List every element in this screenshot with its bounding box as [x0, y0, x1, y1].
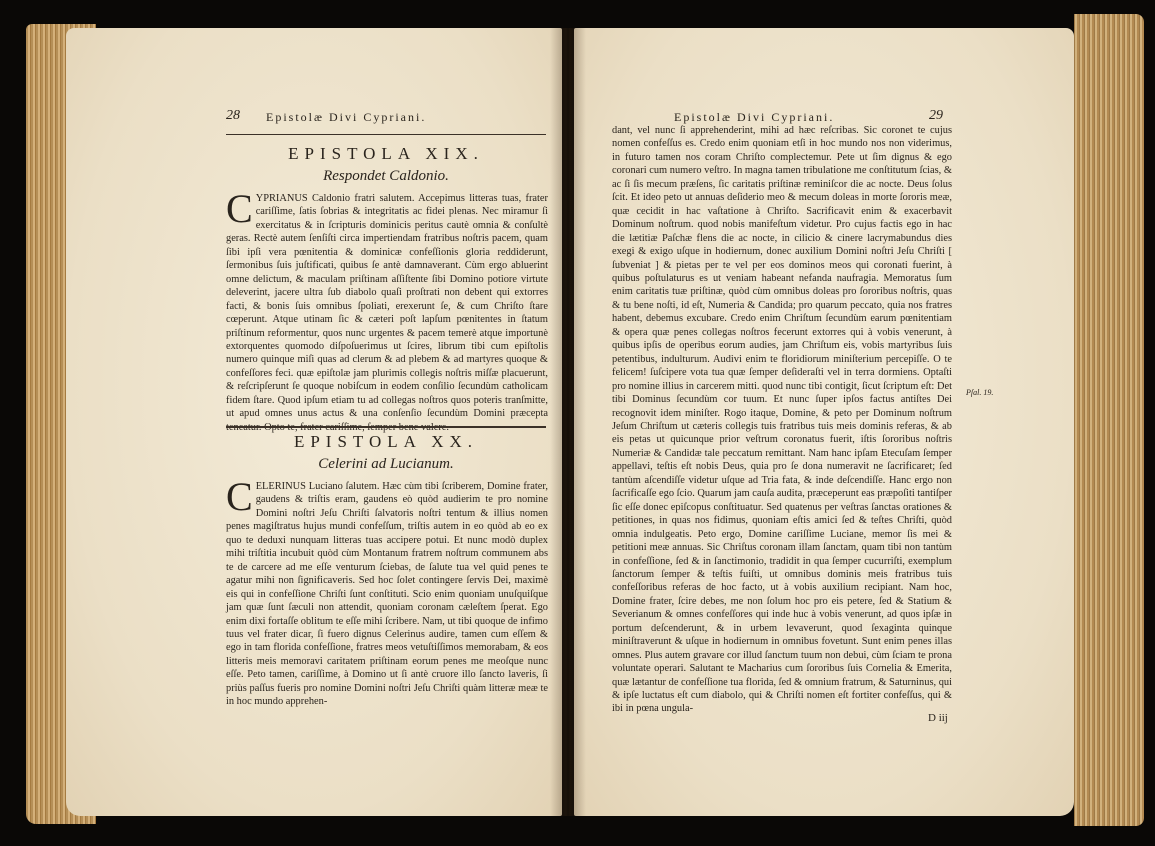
letter-20-body: [226, 474, 548, 732]
section-rule: [226, 426, 546, 428]
right-page-body: [612, 124, 952, 715]
head-rule-left: [226, 134, 546, 135]
letter-20-subtitle: Celerini ad Lucianum.: [318, 456, 454, 472]
letter-19-body: [226, 186, 548, 433]
letter-20-text: ELERINUS Luciano ſalutem. Hæc cùm tibi ſcriberem, Domine frater, gaudens & triſtis eram, gaudens eò quòd audierim te pro nomine Domini noſtri Jeſu Chriſti ſalvatoris noſtri tentum & illius nomen penes magiſtratus hujus mundi confeſſum, triſtis autem in eo quòd ab eo ex quo te deduxi nunquam litteras tuas accipere potui. Et nunc modò duplex mihi triſtitia incubuit quòd cùm Montanum fratrem noſtrum communem abs te de carcere ad me eſſe venturum ſciebas, de ſalute tua vel quid penes te agatur mihi non ſignificaveris. Sed hoc ſolet contingere ſervis Dei, maximè eis qui in confeſſione Chriſti ſunt conſtituti. Scio enim quoniam unuſquiſque jam quæ ſunt ſæculi non attendit, quoniam coronam cæleſtem ſperat. Ego enim dixi fortaſſe oblitum te eſſe mihi ſcribere. Nam, ut tibi quoque de infimo tuus vel frater dicar, ſi fuero dignus Celerinus audire, tamen cum eſſem & ego in tam florida confeſſione, fratres meos vetuſtiſſimos memorabam, & eos litteris meis memoravi caritatem priſtinam eorum penes me meoſque nunc eſſe. Peto tamen, cariſſime, à Domino ut ſi antè cruore illo ſancto laveris, ſi priùs paſſus fueris pro nomine Domini noſtri Jeſu Chriſti quàm litteræ meæ te in hoc mundo apprehen-: [226, 481, 548, 708]
letter-19-title: EPISTOLA XIX.: [288, 144, 484, 163]
letter-19-subtitle: Respondet Caldonio.: [323, 168, 449, 184]
letter-20-title: EPISTOLA XX.: [293, 432, 479, 451]
page-number-left: 28: [226, 108, 240, 123]
letter-19-dropcap: C: [226, 186, 253, 231]
letter-19-text: YPRIANUS Caldonio fratri salutem. Accepimus litteras tuas, frater cariſſime, ſatis ſobrias & integritatis ac fidei plenas. Nec miramur ſi exercitatus & in ſcripturis dominicis peritus cautè omnia & conſultè geras. Rectè autem ſenſiſti circa impertiendam fratribus noſtris pacem, quam ſibi ipſi vera pœnitentia & dominicæ confeſſionis gloria reddiderunt, ſermonibus ſuis juſtificati, quibus ſe antè damnaverant. Cùm ergo abluerint omne delictum, & maculam priſtinam aſſiſtente ſibi Domino potiore virtute deleverint, jacere ultra ſub diabolo quaſi proſtrati non debent qui extorres facti, & bonis ſuis omnibus ſpoliati, erexerunt ſe, & cum Chriſto ſtare cœperunt. Atque utinam ſic & cæteri poſt lapſum pœnitentes in ſtatum priſtinum reformentur, quos nunc urgentes & pacem temerè atque importunè extorquentes quomodo diſpoſuerimus ut ſcires, librum tibi cum epiſtolis numero quinque miſi quas ad clerum & ad plebem & ad martyres quoque & confeſſores feci. quæ epiſtolæ jam plurimis collegis noſtris miſſæ placuerunt, & reſcripſerunt ſe quoque nobiſcum in eodem conſilio ſecundùm catholicam fidem ſtare. Quod ipſum etiam tu ad collegas noſtros quos poteris tranſmitte, ut apud omnes unus actus & una conſenſio ſecundùm Domini præcepta teneatur. Opto te, frater cariſſime, ſemper bene valere.: [226, 193, 548, 433]
left-page: [66, 28, 562, 816]
right-page-edges: [1074, 14, 1144, 826]
right-page: [574, 28, 1074, 816]
running-head-right: Epistolæ Divi Cypriani.: [674, 110, 835, 124]
signature-mark: D iij: [928, 712, 948, 724]
open-book: [12, 6, 1150, 840]
page-number-right: 29: [929, 108, 943, 123]
running-head-left: Epistolæ Divi Cypriani.: [266, 110, 427, 124]
right-page-text: dant, vel nunc ſi apprehenderint, mihi ad hæc reſcribas. Sic coronet te cujus nomen confeſſus es. Credo enim quoniam etſi in hoc mundo nos non viderimus, in futuro tamen nos coram Chriſto complectemur. Pete ut ſim dignus & ego coronari cum numero veſtro. In magna tamen tribulatione me conſtitutum ſcias, & ac ſi ſis mecum præſens, ſic caritatis priſtinæ reminiſcor die ac nocte. Deus ſolus ſcit. Et ideo peto ut annuas deſiderio meo & mecum doleas in morte ſororis meæ, quæ cecidit in hac vaſtatione à Chriſto. Sacrificavit enim & exacerbavit Dominum noſtrum. quod nobis manifeſtum videtur. Pro cujus factis ego in hac die lætitiæ Paſchæ flens die ac nocte, in cilicio & cinere lacrymabundus dies exegi & exigo uſque in hodiernum, donec auxilium Domini noſtri Jeſu Chriſti [ ſubveniat ] & pietas per te vel per eos dominos meos qui coronati fuerint, à quibus poſtulaturus es ut veniam habeant nefanda naufragia. Memoratus ſum enim caritatis tuæ priſtinæ, quòd cùm omnibus doleas pro ſororibus noſtris, quas & tu bene noſti, id eſt, Numeria & Candida; pro quarum peccato, quia nos fratres habent, debemus excubare. Credo enim Chriſtum ſecundùm earum pœnitentiam & opera quæ penes collegas noſtros fecerunt extorres qui à vobis venerunt, à quibus ipſis de operibus eorum audies, jam Chriſtum eis, vobis martyribus ſuis petentibus, indulturum. Audivi enim te floridiorum miniſterium percepiſſe. O te felicem! ſuſcipere vota tua quæ ſemper deſideraſti vel in terra dormiens. Optaſti pro nomine illius in carcerem mitti. quod nunc tibi contigit, ſicut ſcriptum eſt: Det tibi Dominus ſecundùm cor tuum. Et nunc ſuper ipſos factus antiſtes Dei recognovit idem miniſter. Rogo itaque, Domine, & peto per Dominum noſtrum Jeſum Chriſtum ut cæteris collegis tuis fratribus tuis meis dominis referas, & ab eis petas ut quicunque prior veſtrum coronatus fuerit, iſtis ſororibus noſtris Numeriæ & Candidæ tale peccatum remittant. Nam hanc ipſam Etecuſam ſemper appellavi, teſtis eſt nobis Deus, quia pro ſe dona numeravit ne ſacrificaret; ſed tantùm aſcendiſſe videtur uſque ad Tria fata, & inde deſcendiſſe. Hanc ergo non ſacrificaſſe ego ſcio. Quarum jam cauſa audita, præceperunt eas præpoſiti tantiſper ſic eſſe donec epiſcopus conſtituatur. Sed quatenus per veſtras ſanctas orationes & petitiones, in quas nos fidimus, quoniam eſtis amici ſed & teſtes Chriſti, quòd omnia indulgeatis. Peto ergo, Domine cariſſime Luciane, memor ſis mei & petitioni meæ annuas. Sic Chriſtus coronam illam ſanctam, quam tibi non tantùm in confeſſione, ſed & in ſanctimonio, tradidit in qua ſemper cucurriſti, exemplum ſanctorum ſemper & teſtis fuiſti, ut omnibus dominis meis fratribus tuis confeſſoribus referas de hoc facto, ut à vobis auxilium recipiant. Nam hoc, Domine frater, ſcire debes, me non ſolum hoc pro eis petere, ſed & Statium & Severianum & omnes confeſſores qui inde huc à vobis venerunt, ad quos ipſæ in portum deſcenderunt, & in urbem levaverunt, quod ſexaginta quinque miniſtraverunt & uſque in hodiernum in omnibus fovetunt. Sunt enim penes illas omnes. Plus autem gravare cor illud ſanctum tuum non debui, cùm ſciam te prona voluntate operari. Salutant te Macharius cum ſororibus ſuis Cornelia & Emerita, quæ lætantur de confeſſione tua florida, ſed & omnium fratrum, & Saturninus, qui & ipſe luctatus eſt cum diabolo, qui & Chriſti nomen eſt fortiter confeſſus, qui & ibi in pœna ungula-: [612, 125, 952, 715]
book-gutter: [550, 28, 586, 816]
margin-note-psalm: Pſal. 19.: [966, 388, 994, 397]
letter-20-dropcap: C: [226, 474, 253, 519]
